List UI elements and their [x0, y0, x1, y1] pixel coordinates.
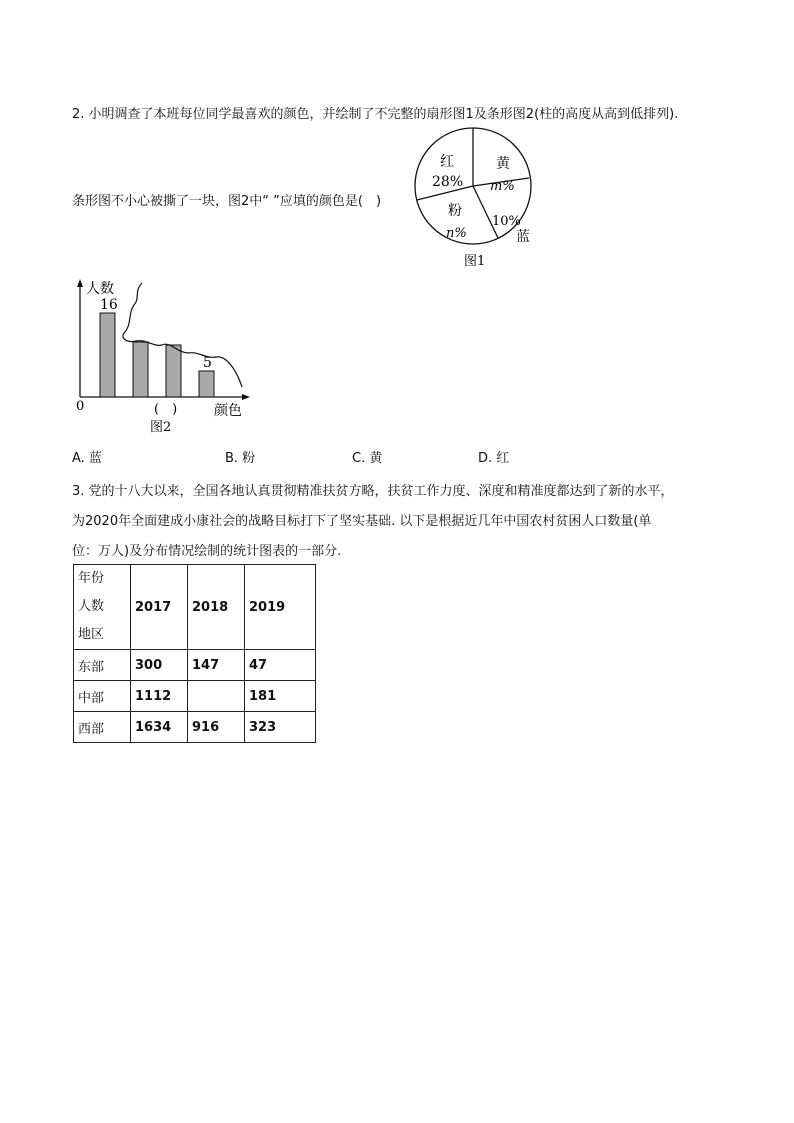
value-cell: 916	[188, 712, 245, 743]
option-b[interactable]: B. 粉	[225, 451, 256, 466]
table-row	[74, 712, 316, 743]
option-c[interactable]: C. 黄	[352, 451, 383, 466]
table-row	[74, 681, 316, 712]
value-cell: 181	[245, 681, 316, 712]
blank-category-label: ( )	[154, 402, 178, 417]
table-corner-header	[74, 565, 131, 650]
question-3-text-line1: 3. 党的十八大以来，全国各地认真贯彻精准扶贫方略，扶贫工作力度、深度和精准度都达到了新的水平，	[72, 484, 674, 499]
value-cell: 323	[245, 712, 316, 743]
origin-label: 0	[76, 399, 85, 414]
x-axis-arrow	[242, 394, 250, 400]
value-cell-blank	[188, 681, 245, 712]
bar-4	[199, 371, 214, 397]
year-header-2018: 2018	[188, 565, 245, 650]
year-header-2019: 2019	[245, 565, 316, 650]
value-cell: 300	[131, 650, 188, 681]
bar-4-value-label: 5	[203, 355, 212, 371]
bar-1	[100, 313, 115, 397]
question-3-text-line2: 为2020年全面建成小康社会的战略目标打下了坚实基础. 以下是根据近几年中国农村贫困人口数量(单	[72, 514, 652, 529]
bar-1-value-label: 16	[100, 297, 118, 313]
bar-chart-figure-2	[70, 275, 260, 440]
value-cell: 147	[188, 650, 245, 681]
corner-year-label: 年份	[78, 571, 105, 586]
corner-region-label: 地区	[78, 627, 105, 642]
pie-slice-yellow-label: 黄	[496, 156, 510, 172]
question-2-text-line2: 条形图不小心被撕了一块，图2中“ ”应填的颜色是( )	[72, 194, 382, 209]
pie-chart-figure-1	[410, 120, 540, 270]
y-axis-label: 人数	[86, 281, 114, 297]
figure-2-caption: 图2	[150, 420, 172, 435]
value-cell: 1634	[131, 712, 188, 743]
pie-slice-red-label: 红	[440, 154, 454, 170]
value-cell: 47	[245, 650, 316, 681]
y-axis-arrow	[77, 279, 83, 287]
value-cell: 1112	[131, 681, 188, 712]
question-2-text-line1: 2. 小明调查了本班每位同学最喜欢的颜色，并绘制了不完整的扇形图1及条形图2(柱的高度从高到低排列).	[72, 107, 679, 122]
table-header-row	[74, 565, 316, 650]
x-axis-label: 颜色	[214, 403, 242, 419]
pie-slice-red-value: 28%	[432, 174, 464, 190]
pie-slice-blue-value: 10%	[492, 214, 521, 229]
bar-2	[133, 342, 148, 397]
region-cell: 中部	[74, 681, 131, 712]
question-3-text-line3: 位：万人)及分布情况绘制的统计图表的一部分.	[72, 544, 342, 559]
pie-slice-pink-label: 粉	[448, 203, 462, 219]
bar-3	[166, 345, 181, 397]
pie-slice-yellow-value: m%	[490, 179, 515, 194]
region-cell: 东部	[74, 650, 131, 681]
table-row	[74, 650, 316, 681]
corner-count-label: 人数	[78, 599, 105, 614]
region-cell: 西部	[74, 712, 131, 743]
poverty-population-table	[73, 564, 316, 743]
figure-1-caption: 图1	[464, 254, 486, 269]
year-header-2017: 2017	[131, 565, 188, 650]
option-a[interactable]: A. 蓝	[72, 451, 102, 466]
pie-slice-blue-label: 蓝	[516, 229, 530, 245]
pie-slice-pink-value: n%	[446, 226, 467, 241]
option-d[interactable]: D. 红	[478, 451, 510, 466]
